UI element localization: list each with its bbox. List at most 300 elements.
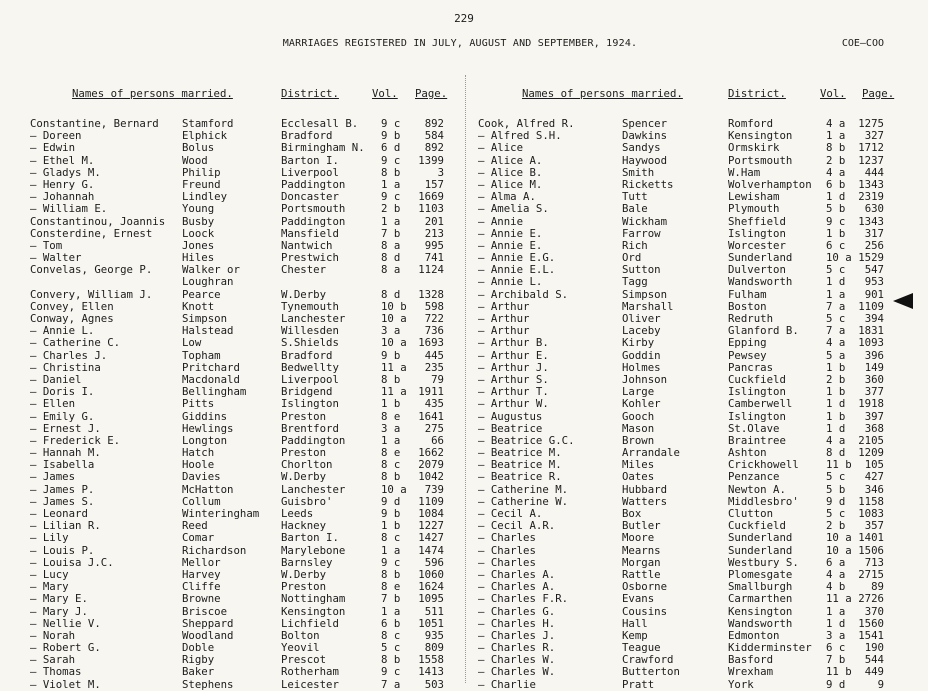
entry-name: Conway, Agnes [30, 312, 114, 325]
entry-district: W.Derby [281, 567, 327, 581]
pointer-arrow-icon [893, 293, 913, 309]
table-row [478, 155, 898, 167]
spouse-surname: Laceby [622, 324, 661, 338]
entry-volume: 4 a [826, 567, 846, 581]
entry-page: 736 [424, 324, 444, 338]
page-number: 229 [454, 12, 474, 25]
spouse-surname: Jones [182, 238, 215, 252]
entry-page: 235 [424, 360, 444, 374]
spouse-surname: Mellor [182, 555, 221, 569]
entry-page: 427 [864, 470, 884, 484]
spouse-surname: Winteringham [182, 507, 260, 520]
spouse-surname: Sheppard [182, 616, 234, 630]
header-vol: Vol. [820, 87, 846, 100]
entry-page: 953 [864, 275, 884, 289]
spouse-surname: Crawford [622, 653, 674, 667]
entry-district: Kensington [728, 129, 793, 143]
entry-name: — Arthur [478, 299, 530, 313]
entry-volume: 11 a [381, 360, 407, 374]
entry-name: — Charles W. [478, 665, 556, 679]
entry-name: — Charles R. [478, 641, 556, 655]
entry-district: Kensington [728, 604, 793, 618]
entry-district: Portsmouth [281, 202, 346, 216]
entry-district: Smallburgh [728, 580, 793, 594]
entry-district: Marylebone [281, 543, 346, 557]
spouse-surname: Doble [182, 641, 215, 655]
entry-district: Yeovil [281, 641, 320, 655]
entry-volume: 5 c [826, 470, 846, 484]
entry-name: — Charles [478, 531, 536, 545]
entry-page: 1911 [418, 385, 444, 399]
entry-name: — Annie E.G. [478, 251, 556, 265]
spouse-surname: Rich [622, 238, 648, 252]
entry-name: — James [30, 470, 76, 484]
entry-name: — Catherine M. [478, 482, 569, 496]
entry-name: — Robert G. [30, 641, 101, 655]
entry-volume: 4 b [826, 580, 846, 594]
entry-name: — Charles F.R. [478, 592, 569, 606]
entry-district: Braintree [728, 433, 786, 447]
entry-name: — Charlie [478, 677, 536, 691]
entry-page: 1831 [858, 324, 884, 338]
entry-district: Islington [281, 397, 339, 411]
entry-page: 739 [424, 482, 444, 496]
table-row [30, 606, 460, 618]
entry-name: — Catherine W. [478, 494, 569, 508]
entry-volume: 7 b [381, 226, 401, 240]
entry-page: 596 [424, 555, 444, 569]
spouse-surname: Hiles [182, 251, 215, 265]
entry-district: Sunderland [728, 543, 793, 557]
entry-volume: 8 a [381, 263, 401, 277]
entry-name: — Edwin [30, 141, 76, 155]
entry-page: 149 [864, 360, 884, 374]
right-entries [478, 118, 898, 691]
entry-name: — Ethel M. [30, 153, 95, 167]
spouse-surname: Pratt [622, 677, 655, 691]
spouse-surname: Watters [622, 494, 668, 508]
table-row [30, 593, 460, 605]
entry-volume: 9 c [381, 190, 401, 204]
entry-page: 2726 [858, 592, 884, 606]
spouse-surname: Woodland [182, 628, 234, 642]
entry-volume: 8 e [381, 580, 401, 594]
entry-volume: 2 b [381, 202, 401, 216]
entry-volume: 6 c [826, 238, 846, 252]
entry-name: — Arthur J. [478, 360, 549, 374]
entry-volume: 2 b [826, 153, 846, 167]
spouse-surname: Comar [182, 531, 215, 545]
entry-volume: 9 d [381, 494, 401, 508]
entry-page: 892 [424, 117, 444, 130]
entry-volume: 6 d [381, 141, 401, 155]
spouse-surname: Young [182, 202, 215, 216]
entry-page: 368 [864, 421, 884, 435]
spouse-surname: Rattle [622, 567, 661, 581]
entry-district: Leicester [281, 677, 339, 691]
entry-volume: 8 b [381, 470, 401, 484]
spouse-surname: Pearce [182, 287, 221, 301]
entry-name: — Annie E. [478, 226, 543, 240]
entry-page: 1693 [418, 336, 444, 350]
spouse-surname: Gooch [622, 409, 655, 423]
entry-name: Constantine, Bernard [30, 117, 159, 130]
entry-name: — Alice A. [478, 153, 543, 167]
spouse-surname: Hewlings [182, 421, 234, 435]
entry-district: Preston [281, 446, 327, 460]
entry-name: — Louis P. [30, 543, 95, 557]
entry-district: Bolton [281, 628, 320, 642]
spouse-surname: Spencer [622, 117, 668, 130]
table-row [30, 337, 460, 349]
entry-volume: 10 b [381, 299, 407, 313]
entry-volume: 8 a [381, 238, 401, 252]
entry-volume: 2 b [826, 519, 846, 533]
entry-district: Fulham [728, 287, 767, 301]
entry-district: Sheffield [728, 214, 786, 228]
entry-district: W.Derby [281, 470, 327, 484]
entry-volume: 11 b [826, 665, 852, 679]
entry-district: Kensington [281, 604, 346, 618]
entry-page: 397 [864, 409, 884, 423]
entry-name: — Mary [30, 580, 69, 594]
spouse-surname: Macdonald [182, 372, 240, 386]
entry-district: Tynemouth [281, 299, 339, 313]
entry-volume: 8 d [381, 287, 401, 301]
entry-name: — Nellie V. [30, 616, 101, 630]
entry-volume: 11 a [381, 385, 407, 399]
table-row [478, 337, 898, 349]
entry-name: — Hannah M. [30, 446, 101, 460]
spouse-surname: Cousins [622, 604, 668, 618]
entry-district: Mansfield [281, 226, 339, 240]
entry-volume: 1 a [381, 604, 401, 618]
entry-page: 2715 [858, 567, 884, 581]
entry-page: 1474 [418, 543, 444, 557]
entry-name: — Walter [30, 251, 82, 265]
spouse-surname: Walker or [182, 263, 240, 277]
entry-name: — Norah [30, 628, 76, 642]
entry-name: — Ernest J. [30, 421, 101, 435]
entry-page: 3 [437, 165, 444, 179]
entry-name: — Christina [30, 360, 101, 374]
entry-name: — Arthur B. [478, 336, 549, 350]
entry-page: 317 [864, 226, 884, 240]
entry-volume: 8 c [381, 458, 401, 472]
spouse-surname: Butterton [622, 665, 680, 679]
spouse-surname: Loughran [182, 275, 234, 289]
entry-volume: 6 c [826, 641, 846, 655]
entry-page: 1641 [418, 409, 444, 423]
entry-page: 1413 [418, 665, 444, 679]
entry-page: 360 [864, 372, 884, 386]
entry-district: Plomesgate [728, 567, 793, 581]
table-row [30, 666, 460, 678]
header-names: Names of persons married. [522, 87, 683, 100]
spouse-surname: Reed [182, 519, 208, 533]
entry-district: Islington [728, 409, 786, 423]
entry-volume: 1 a [826, 129, 846, 143]
entry-page: 2105 [858, 433, 884, 447]
table-row [30, 289, 460, 301]
spouse-surname: McHatton [182, 482, 234, 496]
entry-page: 346 [864, 482, 884, 496]
entry-volume: 3 a [381, 421, 401, 435]
entry-district: Barton I. [281, 153, 339, 167]
entry-district: Prescot [281, 653, 327, 667]
entry-name: — Alfred S.H. [478, 129, 562, 143]
entry-district: Islington [728, 385, 786, 399]
spouse-surname: Lindley [182, 190, 228, 204]
entry-volume: 5 c [826, 312, 846, 325]
entry-name: — Doris I. [30, 385, 95, 399]
entry-page: 89 [871, 580, 884, 594]
spouse-surname: Baker [182, 665, 215, 679]
table-row [30, 276, 460, 288]
entry-district: Basford [728, 653, 774, 667]
entry-page: 1401 [858, 531, 884, 545]
left-entries [30, 118, 460, 691]
entry-page: 394 [864, 312, 884, 325]
entry-district: Newton A. [728, 482, 786, 496]
entry-volume: 5 b [826, 482, 846, 496]
entry-volume: 6 b [826, 177, 846, 191]
spouse-surname: Halstead [182, 324, 234, 338]
entry-name: — Charles H. [478, 616, 556, 630]
entry-volume: 1 d [826, 275, 846, 289]
spouse-surname: Topham [182, 348, 221, 362]
entry-page: 1328 [418, 287, 444, 301]
spouse-surname: Giddins [182, 409, 228, 423]
spouse-surname: Morgan [622, 555, 661, 569]
table-row [478, 532, 898, 544]
entry-page: 1275 [858, 117, 884, 130]
entry-volume: 10 a [381, 336, 407, 350]
entry-district: Penzance [728, 470, 780, 484]
spouse-surname: Loock [182, 226, 215, 240]
spouse-surname: Elphick [182, 129, 228, 143]
entry-district: Sunderland [728, 251, 793, 265]
entry-district: Pancras [728, 360, 774, 374]
entry-page: 327 [864, 129, 884, 143]
entry-name: — Alice M. [478, 177, 543, 191]
entry-page: 901 [864, 287, 884, 301]
entry-name: — Gladys M. [30, 165, 101, 179]
entry-name: — Catherine C. [30, 336, 121, 350]
table-row [30, 471, 460, 483]
entry-volume: 8 e [381, 409, 401, 423]
table-row [30, 532, 460, 544]
entry-volume: 1 b [826, 360, 846, 374]
entry-name: — Mary J. [30, 604, 88, 618]
table-row [30, 679, 460, 691]
entry-page: 1669 [418, 190, 444, 204]
entry-volume: 5 c [826, 507, 846, 520]
entry-volume: 5 c [826, 263, 846, 277]
entry-name: Convelas, George P. [30, 263, 153, 277]
spouse-surname: Goddin [622, 348, 661, 362]
spouse-surname: Stamford [182, 117, 234, 130]
entry-page: 1095 [418, 592, 444, 606]
entry-district: Liverpool [281, 165, 339, 179]
entry-page: 935 [424, 628, 444, 642]
spouse-surname: Holmes [622, 360, 661, 374]
spouse-surname: Johnson [622, 372, 668, 386]
table-row [478, 276, 898, 288]
entry-volume: 5 a [826, 348, 846, 362]
spouse-surname: Wickham [622, 214, 668, 228]
spouse-surname: Osborne [622, 580, 668, 594]
entry-district: Paddington [281, 177, 346, 191]
table-row [478, 289, 898, 301]
spouse-surname: Mearns [622, 543, 661, 557]
entry-name: — William E. [30, 202, 108, 216]
entry-district: Lichfield [281, 616, 339, 630]
entry-district: Rotherham [281, 665, 339, 679]
entry-volume: 7 b [826, 653, 846, 667]
entry-page: 1084 [418, 507, 444, 520]
entry-volume: 8 d [381, 251, 401, 265]
spouse-surname: Dawkins [622, 129, 668, 143]
entry-name: — James P. [30, 482, 95, 496]
entry-district: Edmonton [728, 628, 780, 642]
entry-page: 1158 [858, 494, 884, 508]
entry-volume: 8 b [381, 653, 401, 667]
spouse-surname: Box [622, 507, 642, 520]
spouse-surname: Knott [182, 299, 215, 313]
entry-district: Chester [281, 263, 327, 277]
entry-district: Wandsworth [728, 616, 793, 630]
entry-district: Lanchester [281, 482, 346, 496]
entry-page: 1560 [858, 616, 884, 630]
entry-district: Wandsworth [728, 275, 793, 289]
entry-page: 1541 [858, 628, 884, 642]
entry-name: Convery, William J. [30, 287, 153, 301]
table-row [30, 484, 460, 496]
entry-district: Glanford B. [728, 324, 799, 338]
entry-page: 503 [424, 677, 444, 691]
entry-volume: 8 c [381, 531, 401, 545]
entry-name: — Cecil A.R. [478, 519, 556, 533]
table-row [30, 155, 460, 167]
spouse-surname: Simpson [622, 287, 668, 301]
entry-name: — Alice B. [478, 165, 543, 179]
spouse-surname: Bolus [182, 141, 215, 155]
spouse-surname: Kirby [622, 336, 655, 350]
entry-volume: 9 c [826, 214, 846, 228]
spouse-surname: Bellingham [182, 385, 247, 399]
entry-page: 105 [864, 458, 884, 472]
entry-name: — Lily [30, 531, 69, 545]
entry-page: 435 [424, 397, 444, 411]
entry-name: — Beatrice M. [478, 446, 562, 460]
spouse-surname: Sandys [622, 141, 661, 155]
table-row [478, 203, 898, 215]
entry-district: Barton I. [281, 531, 339, 545]
spouse-surname: Hatch [182, 446, 215, 460]
entry-name: — Arthur [478, 324, 530, 338]
entry-volume: 10 a [826, 251, 852, 265]
entry-district: Paddington [281, 433, 346, 447]
entry-page: 511 [424, 604, 444, 618]
entry-district: W.Ham [728, 165, 761, 179]
entry-district: Ormskirk [728, 141, 780, 155]
entry-page: 370 [864, 604, 884, 618]
table-row [478, 484, 898, 496]
table-row [478, 471, 898, 483]
entry-page: 722 [424, 312, 444, 325]
entry-page: 1124 [418, 263, 444, 277]
entry-district: Westbury S. [728, 555, 799, 569]
right-column [478, 88, 898, 691]
spouse-surname: Farrow [622, 226, 661, 240]
entry-page: 547 [864, 263, 884, 277]
spouse-surname: Collum [182, 494, 221, 508]
header-names: Names of persons married. [72, 87, 233, 100]
entry-page: 201 [424, 214, 444, 228]
entry-page: 256 [864, 238, 884, 252]
entry-volume: 1 a [381, 543, 401, 557]
entry-district: Brentford [281, 421, 339, 435]
entry-volume: 9 b [381, 348, 401, 362]
entry-volume: 4 a [826, 165, 846, 179]
entry-volume: 6 b [381, 616, 401, 630]
entry-page: 190 [864, 641, 884, 655]
entry-name: — Charles J. [30, 348, 108, 362]
spouse-surname: Browne [182, 592, 221, 606]
entry-page: 1712 [858, 141, 884, 155]
entry-page: 357 [864, 519, 884, 533]
entry-district: Ecclesall B. [281, 117, 359, 130]
entry-volume: 9 c [381, 117, 401, 130]
entry-name: — Annie [478, 214, 524, 228]
entry-volume: 5 c [381, 641, 401, 655]
entry-district: Guisbro' [281, 494, 333, 508]
entry-district: S.Shields [281, 336, 339, 350]
entry-page: 79 [431, 372, 444, 386]
entry-name: — Henry G. [30, 177, 95, 191]
entry-page: 396 [864, 348, 884, 362]
entry-district: Bedwellty [281, 360, 339, 374]
entry-name: — Charles G. [478, 604, 556, 618]
entry-page: 1109 [418, 494, 444, 508]
entry-district: Bradford [281, 129, 333, 143]
table-row [478, 350, 898, 362]
entry-district: Preston [281, 580, 327, 594]
entry-page: 892 [424, 141, 444, 155]
entry-name: — Johannah [30, 190, 95, 204]
entry-volume: 1 b [381, 519, 401, 533]
table-row [30, 264, 460, 276]
entry-page: 1060 [418, 567, 444, 581]
entry-page: 1343 [858, 177, 884, 191]
entry-name: Convey, Ellen [30, 299, 114, 313]
page-title: MARRIAGES REGISTERED IN JULY, AUGUST AND SEPTEMBER, 1924. [282, 38, 638, 49]
spouse-surname: Davies [182, 470, 221, 484]
entry-name: — Annie L. [478, 275, 543, 289]
entry-page: 449 [864, 665, 884, 679]
entry-name: — Arthur [478, 312, 530, 325]
entry-district: W.Derby [281, 287, 327, 301]
entry-district: Pewsey [728, 348, 767, 362]
spouse-surname: Low [182, 336, 202, 350]
entry-page: 1427 [418, 531, 444, 545]
entry-name: — Charles [478, 543, 536, 557]
table-row [478, 666, 898, 678]
entry-volume: 1 a [381, 214, 401, 228]
entry-page: 1662 [418, 446, 444, 460]
header-page: Page. [862, 87, 895, 100]
